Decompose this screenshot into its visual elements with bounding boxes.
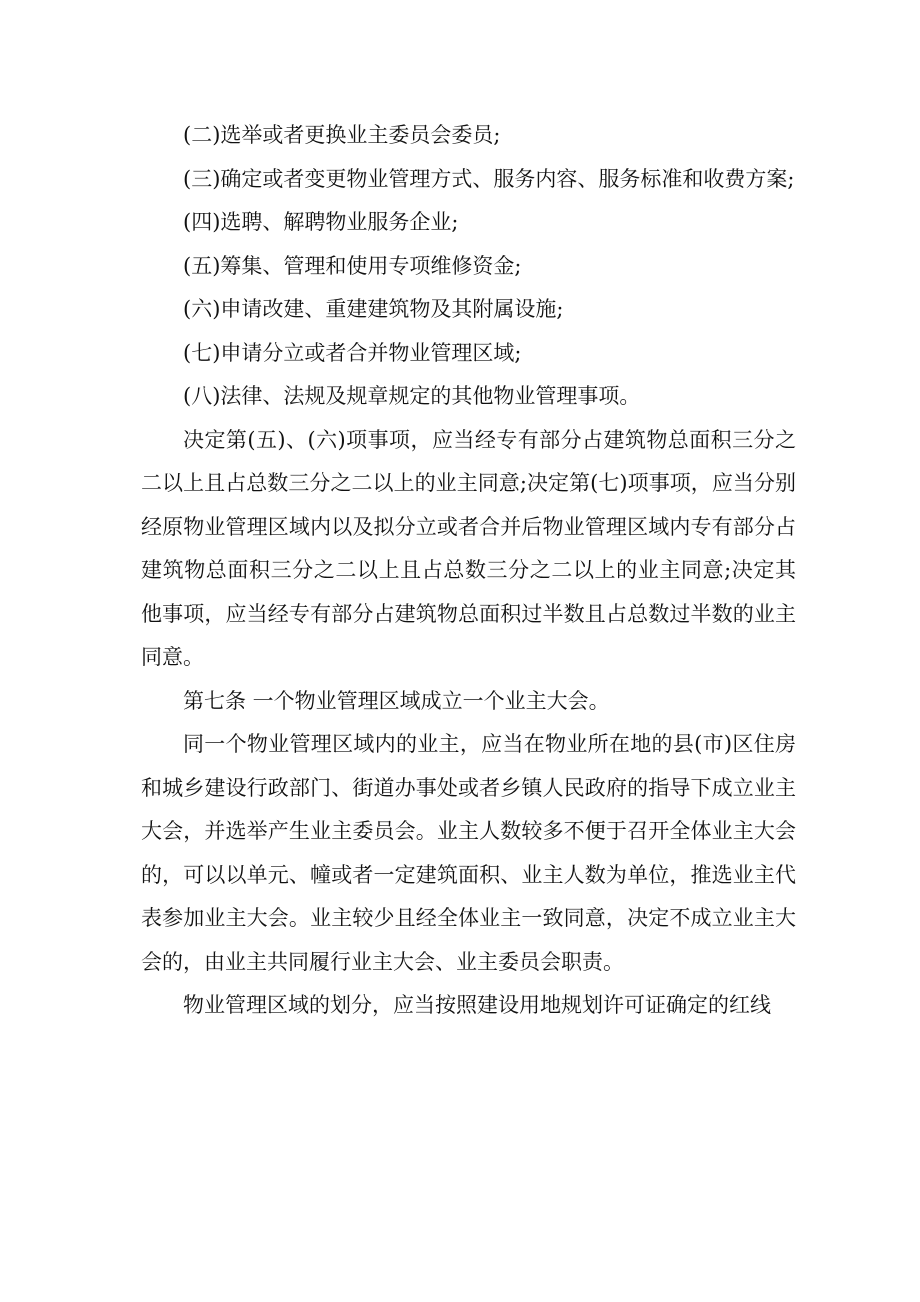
paragraph-voting-thresholds: 决定第(五)、(六)项事项，应当经专有部分占建筑物总面积三分之二以上且占总数三分之二以上的业主同意;决定第(七)项事项，应当分别经原物业管理区域内以及拟分立或者合并后物业管理区域内专有部分占建筑物总面积三分之二以上且占总数三分之二以上的业主同意;决定其他事项，应当经专有部分占建筑物总面积过半数且占总数过半数的业主同意。 xyxy=(141,427,796,669)
paragraph-item-3: (三)确定或者变更物业管理方式、服务内容、服务标准和收费方案; xyxy=(183,166,795,191)
paragraph-item-7: (七)申请分立或者合并物业管理区域; xyxy=(183,340,522,365)
paragraph-item-2: (二)选举或者更换业主委员会委员; xyxy=(183,123,501,147)
paragraph-item-8: (八)法律、法规及规章规定的其他物业管理事项。 xyxy=(183,384,641,408)
paragraph-item-5: (五)筹集、管理和使用专项维修资金; xyxy=(183,253,522,278)
paragraph-item-4: (四)选聘、解聘物业服务企业; xyxy=(183,210,459,234)
paragraph-area-division: 物业管理区域的划分，应当按照建设用地规划许可证确定的红线 xyxy=(183,993,771,1017)
article-seven-heading: 第七条 一个物业管理区域成立一个业主大会。 xyxy=(183,688,610,713)
paragraph-owners-assembly: 同一个物业管理区域内的业主，应当在物业所在地的县(市)区住房和城乡建设行政部门、街道办事处或者乡镇人民政府的指导下成立业主大会，并选举产生业主委员会。业主人数较多不便于召开全体业主大会的，可以以单元、幢或者一定建筑面积、业主人数为单位，推选业主代表参加业主大会。业主较少且经全体业主一致同意，决定不成立业主大会的，由业主共同履行业主大会、业主委员会职责。 xyxy=(141,732,796,974)
document-body xyxy=(141,114,796,1028)
paragraph-item-6: (六)申请改建、重建建筑物及其附属设施; xyxy=(183,297,564,321)
